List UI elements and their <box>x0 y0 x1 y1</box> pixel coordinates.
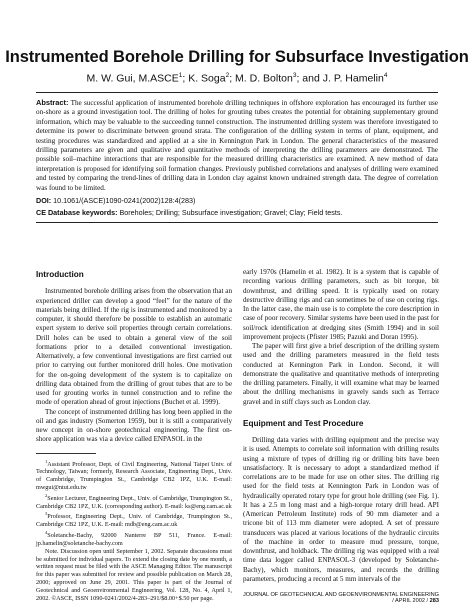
author-list <box>0 72 474 85</box>
right-column <box>243 268 439 584</box>
footnote-text: Soletanche-Bachy, 92000 Nanterre BP 511, France. E-mail: jp.hamelin@soletanche-bachy.com <box>36 532 232 547</box>
author-separator: ; <box>229 72 236 85</box>
footnote-mark: 2 <box>45 492 48 498</box>
footnote-mark: 1 <box>45 458 48 464</box>
footnote <box>36 458 232 492</box>
keywords-value: Boreholes; Drilling; Subsurface investigation; Gravel; Clay; Field tests. <box>119 208 343 218</box>
author-separator: ; <box>182 72 189 85</box>
section-heading-equipment: Equipment and Test Procedure <box>243 418 364 428</box>
author-separator: ; and <box>296 72 323 85</box>
footnote-mark: 3 <box>45 511 48 517</box>
author-affiliation-mark: 4 <box>383 72 388 79</box>
paragraph: Drilling data varies with drilling equipment and the precise way it is used. Attempts to correlate soil information with drilling results using a mixture of types of drilling rig or drilling bits have been unsatisfactory. It is necessary to adopt a standardized method if correlations are to be made for use on other sites. The drilling rig used for the field tests at Kennington Park in London was of hydraulically operated rotary type for grout hole drilling (see Fig. 1). It has a 2.5 m long mast and a high-torque rotary drill head. API (American Petroleum Institute) rods of 90 mm diameter and a tricone bit of 113 mm diameter were adopted. A set of pressure transducers was placed at various locations of the hydraulic circuits of the machine in order to measure mud pressure, torque, downthrust, and holdback. The drilling rig was equipped with a real time data logger called ENPASOL-3 (developed by Soletanche-Bachy), which monitors, measures, and records the drilling parameters, producing a record at 5 mm intervals of the <box>243 436 439 583</box>
footnote <box>36 510 232 529</box>
section-heading-introduction: Introduction <box>36 270 84 279</box>
paragraph: The paper will first give a brief description of the drilling system used and the drilling parameters measured in the field tests conducted at Kennington Park in London. Second, it will demonstrate the qualitative and quantitative methods of interpreting the drilling parameters. Finally, it will examine what may be learned about the drilling mechanisms in gravely sands such as Terrace gravel and in stiff clays such as London clay. <box>243 342 439 406</box>
doi-label: DOI: <box>36 196 52 206</box>
top-rule <box>36 92 438 93</box>
paragraph: The concept of instrumented drilling has long been applied in the oil and gas industry (Somerton 1959), but it is still a comparatively new concept in on-shore geotechnical engineering. The first on-shore application was via a device called ENPASOL in the <box>36 407 232 444</box>
author-name: K. Soga <box>188 72 226 85</box>
footnote <box>36 529 232 548</box>
journal-running-footer: JOURNAL OF GEOTECHNICAL AND GEOENVIRONMENTAL ENGINEERING / APRIL 2002 / <box>243 592 440 604</box>
left-column <box>36 268 232 602</box>
footnote-rule <box>36 453 96 454</box>
abstract-label: Abstract: <box>36 98 69 107</box>
author-name: M. D. Bolton <box>235 72 293 85</box>
author-affiliation-mark: 3 <box>292 72 297 79</box>
bottom-rule <box>36 222 438 223</box>
paragraph: Instrumented borehole drilling arises from the observation that an experienced driller can develop a good “feel” for the nature of the materials being drilled. If the rig is instrumented and monitored by a computer, it should therefore be possible to establish an automatic expert system to derive soil properties through certain correlations. Drill holes can be used to obtain a general view of the soil formations prior to a detailed conventional investigation. Alternatively, a few conventional investigations are first carried out prior to carrying out further monitored drill holes. One motivation for the on-going development of the system is to capitalize on drilling data obtained from the drilling of grout tubes that are to be used for grouting works in tunnel construction and to refine the mode of operation ahead of grout injections (Buchet et al. 1999). <box>36 287 232 407</box>
footnote <box>36 492 232 511</box>
keywords-label: CE Database keywords: <box>36 208 118 218</box>
keywords-line <box>36 208 438 222</box>
abstract-block <box>36 92 438 223</box>
page-number: 283 <box>429 598 439 604</box>
author-affiliation-mark: 2 <box>225 72 230 79</box>
author-affiliation-mark: 1 <box>178 72 183 79</box>
author-name: J. P. Hamelin <box>322 72 384 85</box>
footnote-mark: 4 <box>45 530 48 536</box>
abstract <box>36 98 438 193</box>
author-name: M. W. Gui, M.ASCE <box>86 72 179 85</box>
doi-value[interactable]: 10.1061/(ASCE)1090-0241(2002)128:4(283) <box>53 196 196 206</box>
page-footer <box>243 592 439 604</box>
paper-title: Instrumented Borehole Drilling for Subsurface Investigation <box>5 48 469 66</box>
footnote-text: Assistant Professor, Dept. of Civil Engineering, National Taipei Univ. of Technology, Taiwan; formerly, Research Associate, Engineering Dept., Univ. of Cambridge, Trumpington St., Cambridge CB2 1PZ, U.K. E-mail: mwgui@ntut.edu.tw <box>36 460 232 491</box>
editorial-note: Note. Discussion open until September 1, 2002. Separate discussions must be submitted for individual papers. To extend the closing date by one month, a written request must be filed with the ASCE Managing Editor. The manuscript for this paper was submitted for review and possible publication on March 28, 2000; approved on June 29, 2001. This paper is part of the Journal of Geotechnical and Geoenvironmental Engineering, Vol. 128, No. 4, April 1, 2002. ©ASCE, ISSN 1090-0241/2002/4-283–291/$8.00+$.50 per page. <box>36 547 232 602</box>
paragraph: early 1970s (Hamelin et al. 1982). It is a system that is capable of recording various drilling parameters, such as bit torque, bit downthrust, and drilling speed. It is typically used on rotary destructive drilling rigs and can sometimes be of use on coring rigs. In the latter case, the main use is to complete the core description in case of poor recovery. Similar systems have been used in the past for soil/rock identification at dredging sites (Smith 1994) and in soil improvement projects (Pfister 1985; Pazuki and Doran 1995). <box>243 268 439 341</box>
footnote-text: Senior Lecturer, Engineering Dept., Univ. of Cambridge, Trumpington St., Cambridge CB2 1PZ, U.K. (corresponding author). E-mail: ks@eng.cam.ac.uk <box>36 494 232 510</box>
doi-line <box>36 196 438 205</box>
abstract-text: The successful application of instrumented borehole drilling techniques in offshore exploration has encouraged its further use on-shore as a ground investigation tool. The drilling of holes for grouting tubes creates the potential for obtaining supplementary ground information, which may be valuable to the succeeding tunnel construction. The instrumented drilling system was therefore investigated to determine its power to discriminate between ground strata. The configuration of the drilling system in terms of plant, equipment, and testing procedures was standardized and applied at a site in Kennington Park in London. The general characteristics of the measured drilling parameters are given and qualitative and quantitative methods of interpreting the drilling parameters are demonstrated. The possible soil–machine interactions that are responsible for the measured drilling characteristics are examined. A new method of data interpretation is proposed for identifying soil formation changes. Previously published correlations and analyses of drilling were examined and tested by comparing the trend-lines of drilling data in London clay against known undrained strength data. The degree of correlation was found to be limited. <box>36 99 438 192</box>
footnote-text: Professor, Engineering Dept., Univ. of Cambridge, Trumpington St., Cambridge CB2 1PZ, U.K. E-mail: mdb@eng.cam.ac.uk <box>36 513 232 529</box>
